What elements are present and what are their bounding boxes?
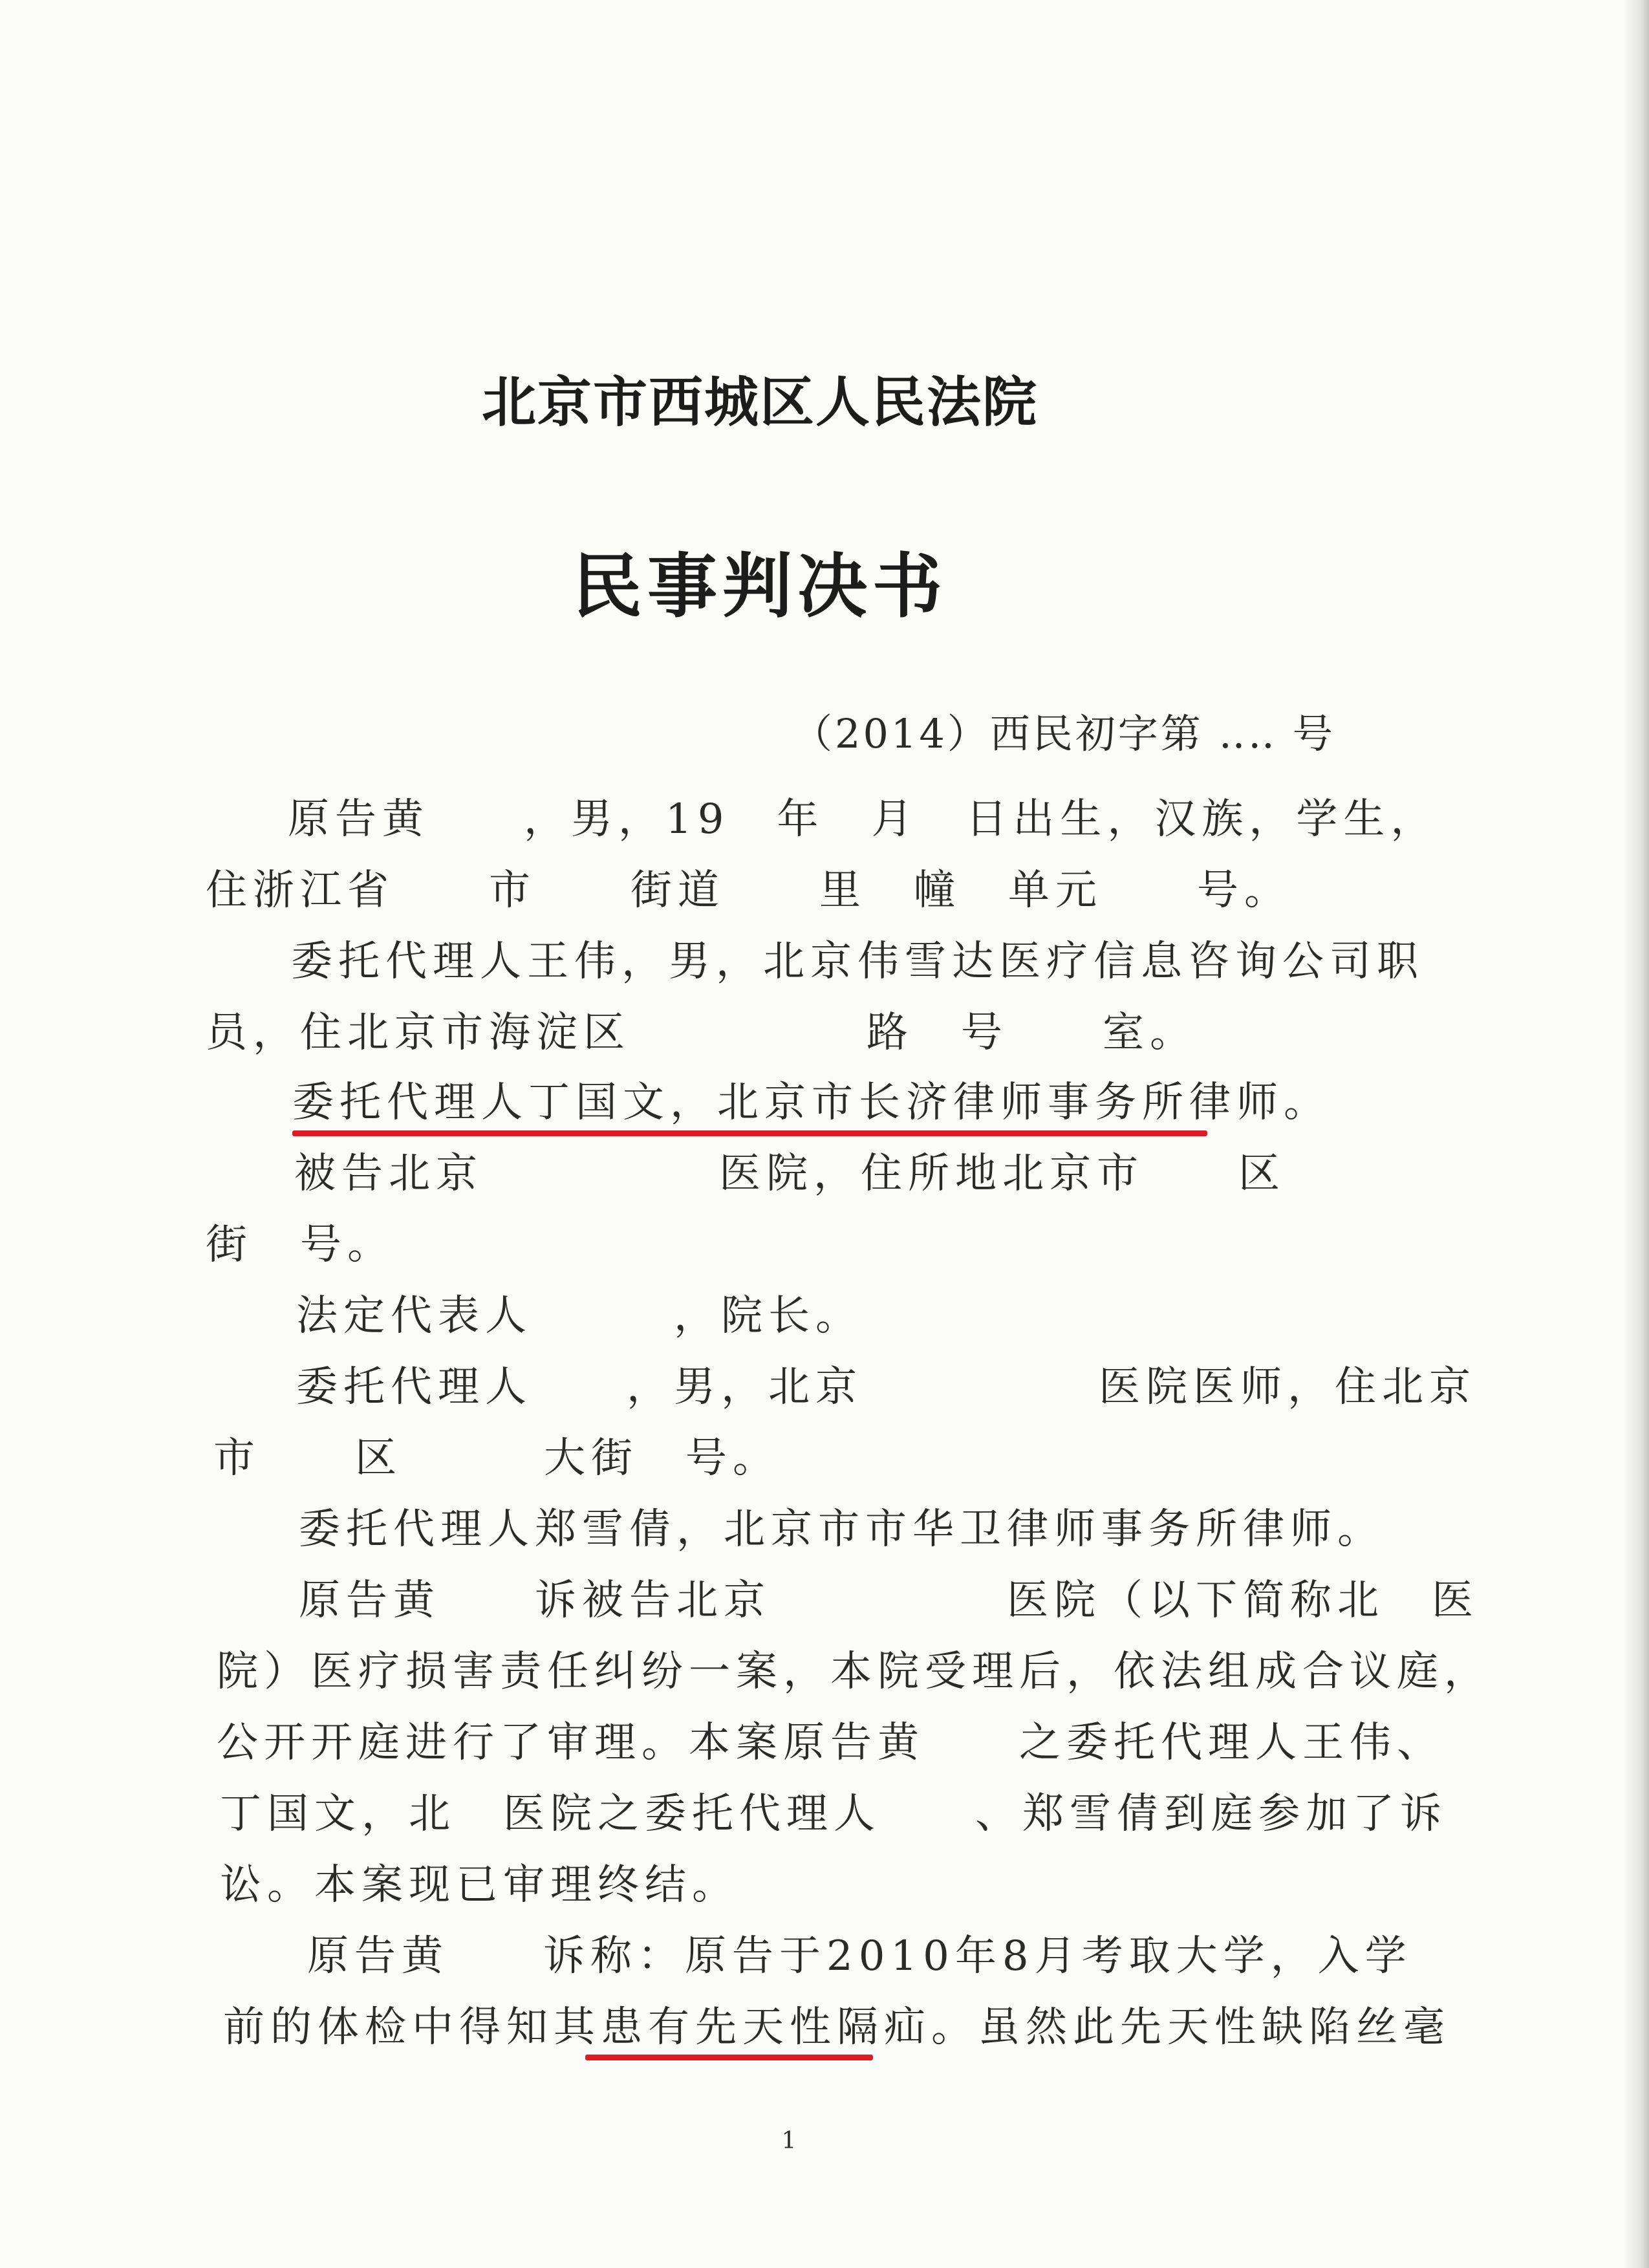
highlight-underline-agent <box>292 1130 1207 1136</box>
text-line-case-intro-2: 院）医疗损害责任纠纷一案，本院受理后，依法组成合议庭， <box>217 1648 1491 1696</box>
text-line-defendant-address: 街 号。 <box>206 1221 394 1269</box>
text-line-case-intro-4: 丁国文，北 医院之委托代理人 、郑雪倩到庭参加了诉 <box>220 1790 1447 1838</box>
text-line-plaintiff-address: 住浙江省 市 街道 里 幢 单元 号。 <box>206 867 1291 914</box>
text-line-agent-dingguowen: 委托代理人丁国文，北京市长济律师事务所律师。 <box>292 1079 1331 1127</box>
text-line-defendant-agent: 委托代理人 ，男，北京 医院医师，住北京 <box>296 1363 1476 1411</box>
text-line-plaintiff: 原告黄 ，男，19 年 月 日出生，汉族，学生， <box>288 795 1438 843</box>
text-line-defendant-agent-address: 市 区 大街 号。 <box>213 1434 780 1482</box>
text-line-agent-zhengxueqian: 委托代理人郑雪倩，北京市市华卫律师事务所律师。 <box>299 1506 1385 1553</box>
scan-edge-shadow <box>1623 0 1649 2268</box>
text-line-case-intro-3: 公开开庭进行了审理。本案原告黄 之委托代理人王伟、 <box>217 1719 1444 1767</box>
text-line-plaintiff-claim: 原告黄 诉称：原告于2010年8月考取大学，入学 <box>307 1932 1412 1980</box>
highlight-underline-diagnosis <box>585 2055 873 2060</box>
case-number: （2014）西民初字第 ‥‥ 号 <box>792 710 1335 757</box>
text-line-plaintiff-claim-2: 前的体检中得知其患有先天性隔疝。虽然此先天性缺陷丝毫 <box>223 2003 1450 2051</box>
text-line-agent-wangwei: 委托代理人王伟，男，北京伟雪达医疗信息咨询公司职 <box>291 938 1424 986</box>
text-line-legal-representative: 法定代表人 ，院长。 <box>296 1292 863 1340</box>
text-line-case-intro-5: 讼。本案现已审理终结。 <box>220 1861 739 1909</box>
text-line-defendant: 被告北京 医院，住所地北京市 区 <box>294 1150 1286 1198</box>
document-type-title: 民事判决书 <box>572 546 947 627</box>
text-line-case-intro: 原告黄 诉被告北京 医院（以下简称北 医 <box>299 1577 1479 1625</box>
text-line-agent-wangwei-address: 员，住北京市海淀区 路 号 室。 <box>206 1009 1197 1057</box>
page-number: 1 <box>781 2128 797 2154</box>
court-name: 北京市西城区人民法院 <box>481 370 1038 434</box>
